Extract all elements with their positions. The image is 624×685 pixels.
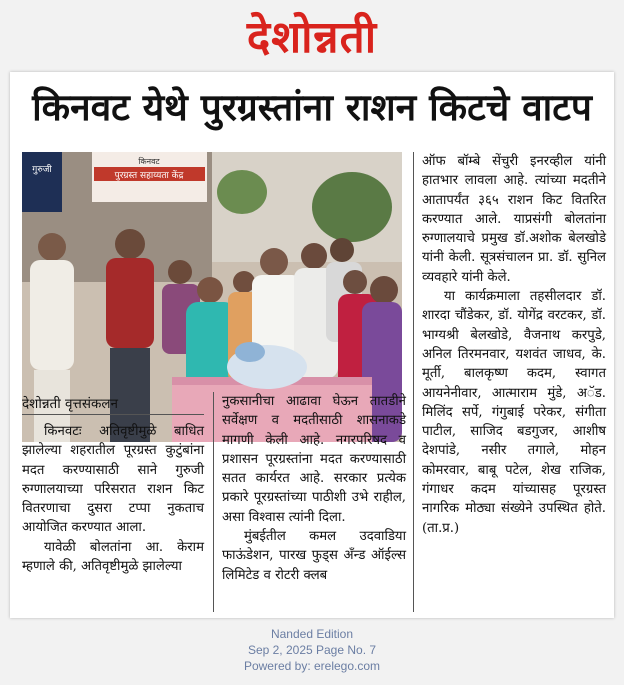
masthead <box>0 0 624 70</box>
column-1-paragraph-2: यावेळी बोलतांना आ. केराम म्हणाले की, अतिवृष्टीमुळे झालेल्या <box>22 539 204 575</box>
edition-name: Nanded Edition <box>270 627 354 641</box>
article-headline: किनवट येथे पुरग्रस्तांना राशन किटचे वाटप <box>32 86 592 129</box>
photo-banner-small: किनवट <box>138 157 160 166</box>
article-column-1 <box>22 422 204 576</box>
powered-by: Powered by: erelego.com <box>243 659 381 673</box>
column-divider-2 <box>413 152 414 612</box>
article-column-3 <box>422 152 606 538</box>
column-3-paragraph-2: या कार्यक्रमाला तहसीलदार डॉ. शारदा चौंडेकर, डॉ. योगेंद्र वरटकर, डॉ. भाग्यश्री बेलखोडे, वैजनाथ करपुडे, अनिल तिरमनवार, यशवंत जाधव, के. मूर्ती, बालकृष्ण कदम, स्वागत आयनेनीवार, आत्माराम मुंडे, अॅड. मिलिंद सर्पे, गंगुबाई परेकर, संगीता पाटील, साजिद बडगुजर, आशीष देशपांडे, नसीर तगाले, मोहन कोमरवार, बाबू पटेल, शेख राजिक, गंगाधर कदम यांच्यासह पूरग्रस्त नागरिक मोठ्या संख्येने उपस्थित होते. (ता.प्र.) <box>422 289 606 536</box>
masthead-logo: देशोन्नती <box>246 12 378 63</box>
photo-banner-side: गुरुजी <box>32 165 52 175</box>
article-byline: देशोन्नती वृत्तसंकलन <box>22 396 118 412</box>
column-1-paragraph-1: किनवटः अतिवृष्टीमुळे बाधित झालेल्या शहरातील पूरग्रस्त कुटुंबांना मदत करण्यासाठी साने गुरुजी रुग्णालयाच्या परिसरात राशन किट वितरणाचा दुसरा टप्पा नुकताच आयोजित करण्यात आला. <box>22 424 204 536</box>
photo-banner-big: पुरग्रस्त सहाय्यता केंद्र <box>114 171 184 181</box>
article-column-2 <box>222 392 406 585</box>
column-2-paragraph-1: नुकसानीचा आढावा घेऊन तातडीने सर्वेक्षण व मदतीसाठी शासनाकडे मागणी केली आहे. नगरपरिषद व प्रशासन पूरग्रस्तांना मदत करण्यासाठी सतत कार्यरत आहे. सरकार प्रत्येक प्रकारे पूरग्रस्तांच्या पाठीशी उभे राहील, असा विश्वास त्यांनी दिला. <box>222 394 406 525</box>
column-divider-1 <box>213 392 214 612</box>
newspaper-clipping <box>10 72 614 618</box>
column-2-paragraph-2: मुंबईतील कमल उदवाडिया फाऊंडेशन, पारख फुड्स अँन्ड ऑईल्स लिमिटेड व रोटरी क्लब <box>222 529 406 583</box>
edition-footer <box>0 626 624 674</box>
column-3-paragraph-1: ऑफ बॉम्बे सेंचुरी इनरव्हील यांनी हातभार लावला आहे. त्यांच्या मदतीने आतापर्यंत ३६५ राशन किट वितरित करण्यात आले. याप्रसंगी बोलतांना रुग्णालयाचे प्रमुख डॉ.अशोक बेलखोडे यांनी केली. सूत्रसंचालन प्रा. डॉ. सुनिल व्यवहारे यांनी केले. <box>422 154 606 285</box>
byline-rule <box>22 414 204 415</box>
edition-date-page: Sep 2, 2025 Page No. 7 <box>247 643 377 657</box>
